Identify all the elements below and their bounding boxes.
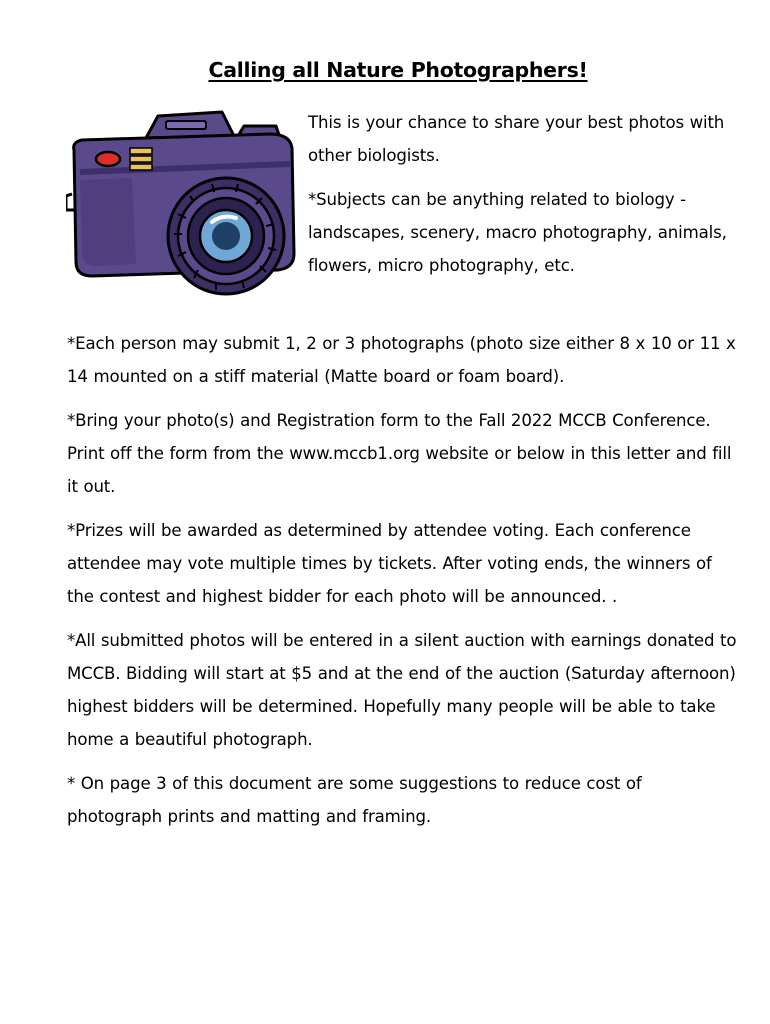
- body-text: [67, 327, 737, 844]
- paragraph-prizes: *Prizes will be awarded as determined by attendee voting. Each conference attendee may vote multiple times by tickets. After voting ends, the winners of the contest and highest bidder for each photo will be announced. .: [67, 521, 712, 606]
- paragraph-silent-auction: *All submitted photos will be entered in a silent auction with earnings donated to MCCB. Bidding will start at $5 and at the end of the auction (Saturday afternoon) highest bidders will be determined. Hopefully many people will be able to take home a beautiful photograph.: [67, 631, 737, 749]
- paragraph-cost-suggestions: * On page 3 of this document are some suggestions to reduce cost of photograph prints and matting and framing.: [67, 774, 642, 826]
- camera-icon: [66, 106, 298, 302]
- intro-paragraph-1: This is your chance to share your best photos with other biologists.: [308, 113, 725, 165]
- paragraph-submission-rules: *Each person may submit 1, 2 or 3 photographs (photo size either 8 x 10 or 11 x 14 mounted on a stiff material (Matte board or foam board).: [67, 334, 736, 386]
- paragraph-registration: *Bring your photo(s) and Registration form to the Fall 2022 MCCB Conference. Print off the form from the www.mccb1.org website or below in this letter and fill it out.: [67, 411, 732, 496]
- page-title: Calling all Nature Photographers!: [208, 58, 588, 82]
- intro-paragraph-2: *Subjects can be anything related to biology - landscapes, scenery, macro photography, animals, flowers, micro photography, etc.: [308, 190, 727, 275]
- intro-text: [308, 106, 728, 293]
